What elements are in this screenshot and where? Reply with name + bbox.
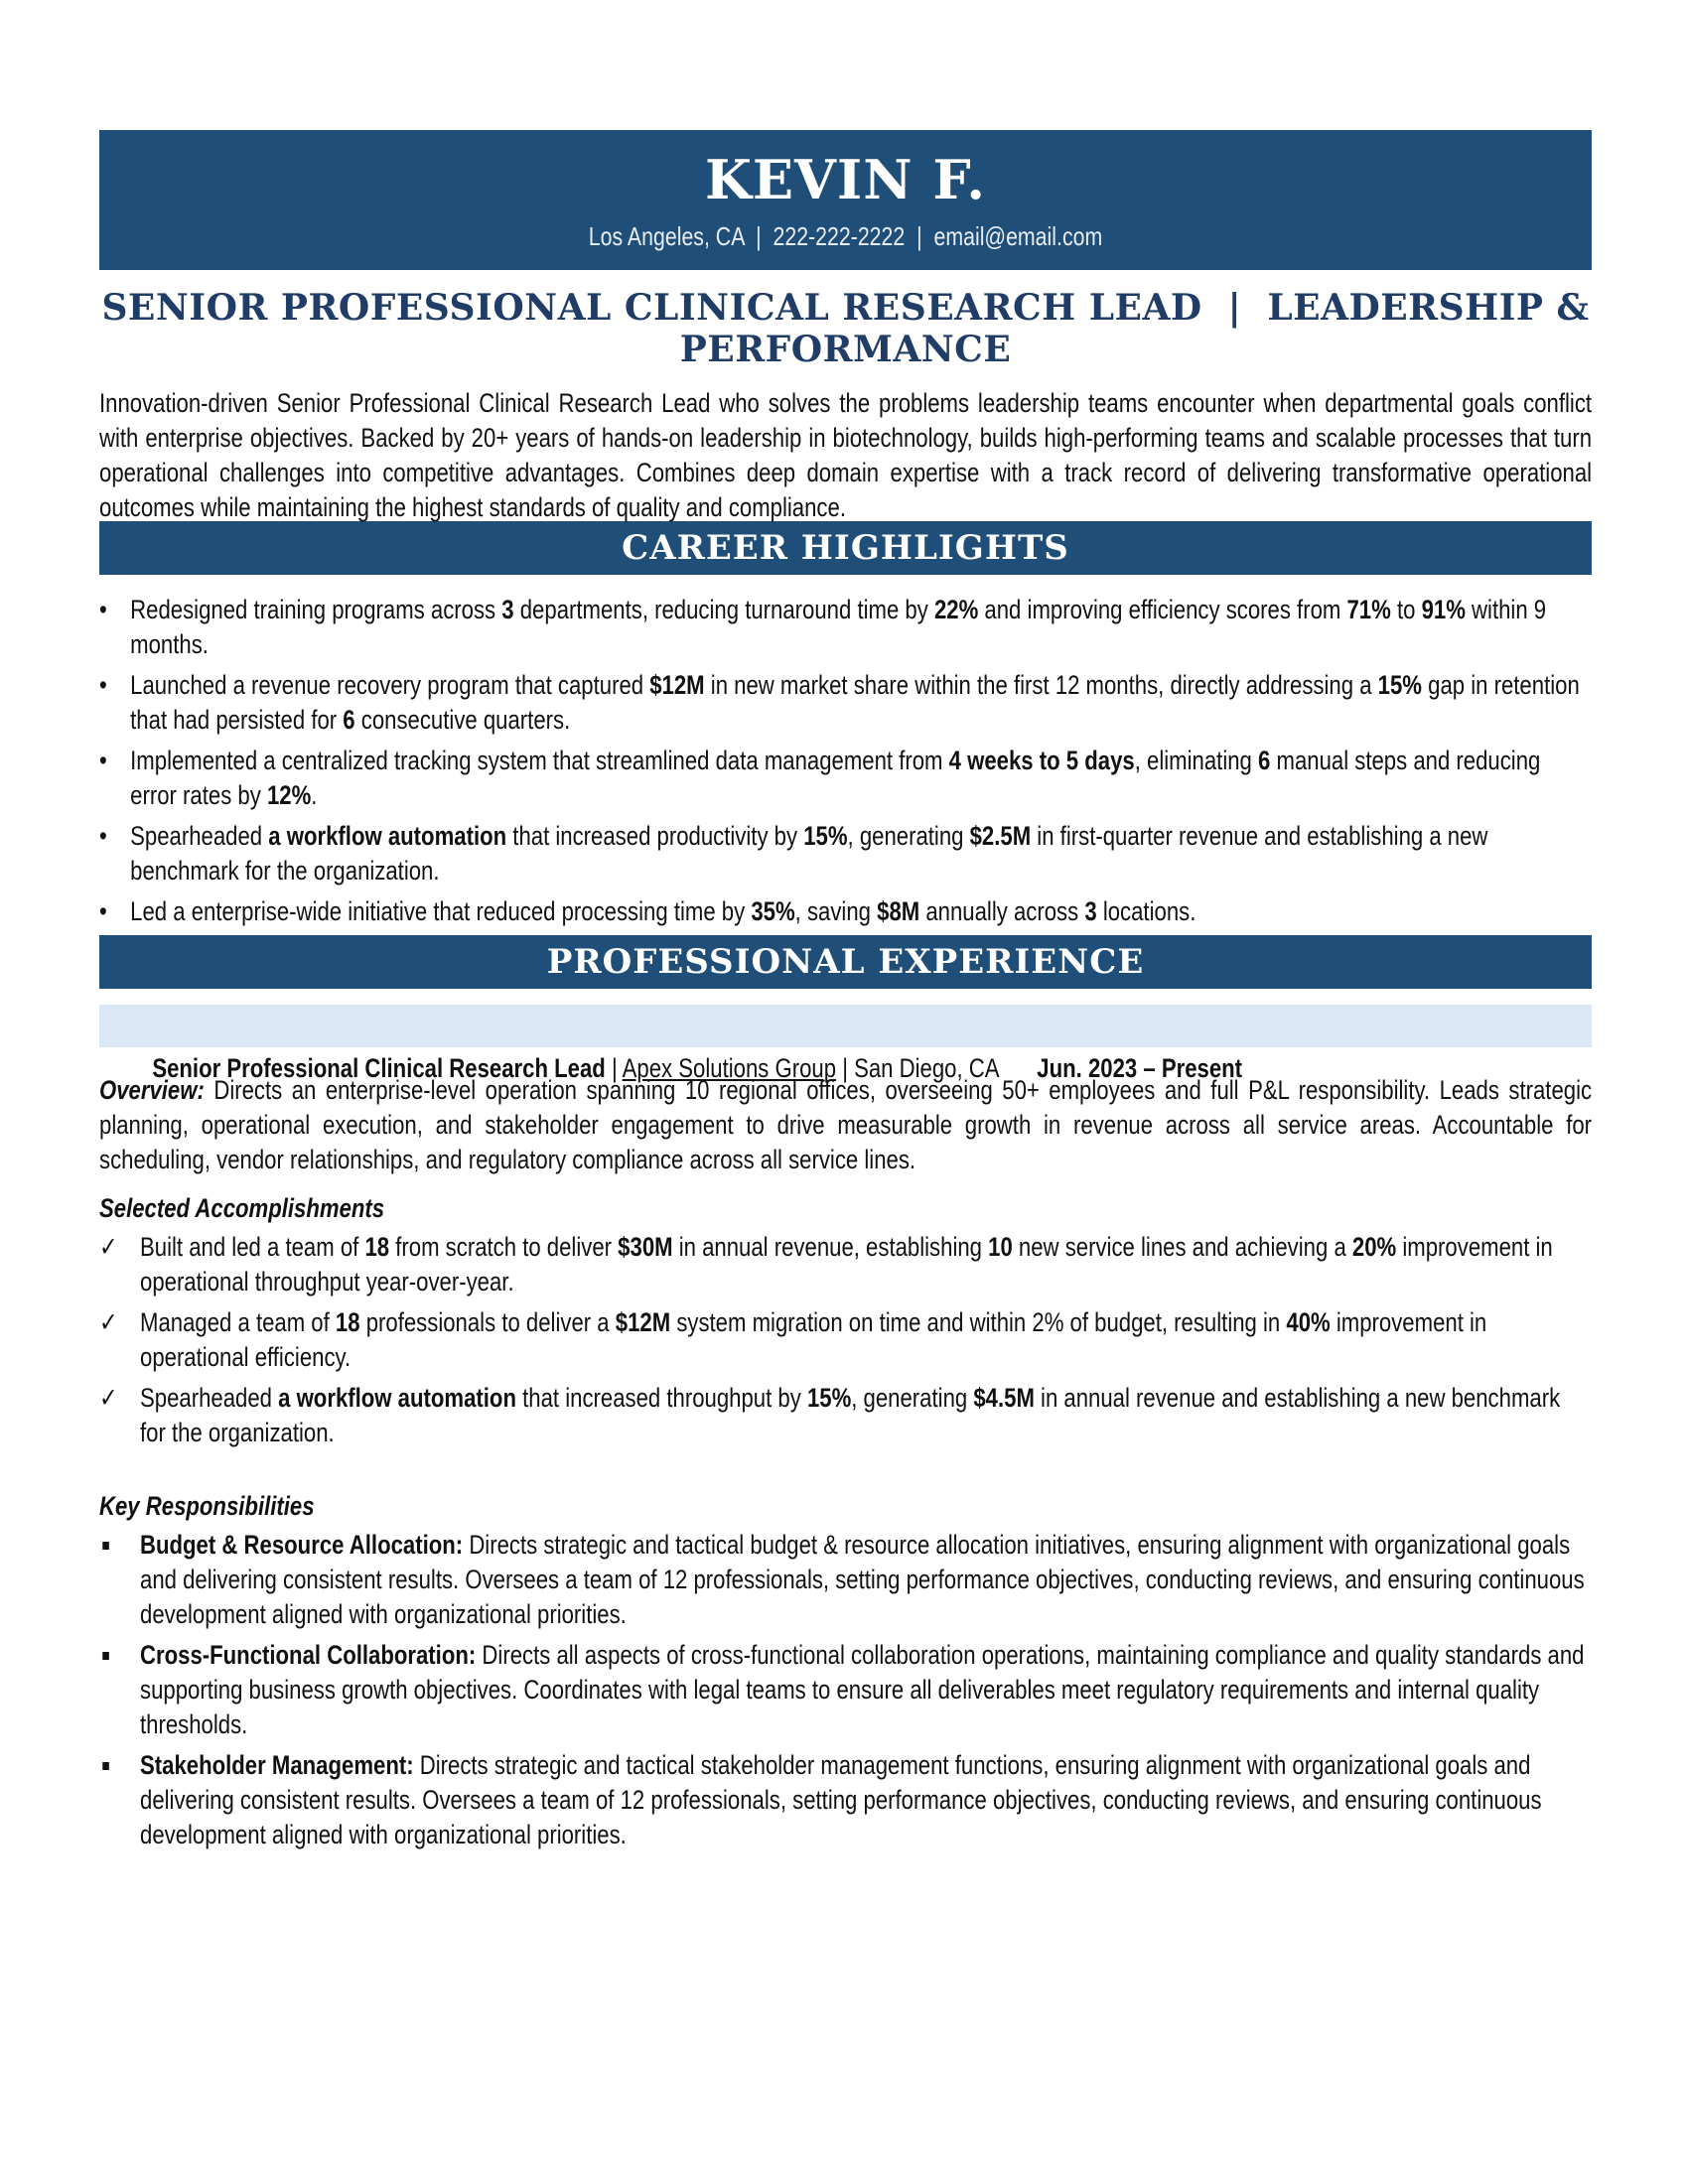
item-text: in annual revenue and establishing a new benchmark for the organization. — [140, 1383, 1561, 1447]
item-text: Managed a team of — [140, 1307, 336, 1337]
square-bullet-icon — [102, 1652, 109, 1660]
emphasis-text: $4.5M — [973, 1383, 1035, 1413]
overview-text: Directs an enterprise-level operation spanning 10 regional offices, overseeing 50+ employees and full P&L responsibility. Leads strategic planning, operational execution, and stakeholder engagement to drive measurable growth in revenue across all service areas. Accountable for scheduling, vendor relationships, and regulatory compliance across all service lines. — [99, 1075, 1593, 1174]
accomplishment-item — [99, 1230, 1592, 1299]
responsibility-label: Cross-Functional Collaboration: — [140, 1640, 477, 1670]
emphasis-text: 91% — [1421, 595, 1466, 624]
bullet-icon: • — [99, 670, 107, 700]
item-text: from scratch to deliver — [389, 1232, 619, 1262]
emphasis-text: 71% — [1346, 595, 1391, 624]
checkmark-icon: ✓ — [99, 1232, 118, 1262]
job-location: | San Diego, CA — [836, 1053, 1000, 1083]
square-bullet-icon — [102, 1762, 109, 1770]
responsibility-item — [99, 1748, 1592, 1852]
item-text: professionals to deliver a — [359, 1307, 616, 1337]
emphasis-text: 15% — [803, 821, 848, 851]
bullet-icon: • — [99, 896, 107, 926]
header-band — [99, 130, 1592, 270]
job-dates: Jun. 2023 – Present — [1037, 1053, 1243, 1083]
emphasis-text: 35% — [751, 896, 795, 926]
accomplishments-title: Selected Accomplishments — [99, 1193, 385, 1223]
emphasis-text: 15% — [1377, 670, 1422, 700]
responsibility-text: Directs all aspects of cross-functional collaboration operations, maintaining compliance and quality standards and supporting business growth objectives. Coordinates with legal teams to ensure all deliverables meet regulatory requirements and internal quality thresholds. — [140, 1640, 1585, 1739]
emphasis-text: 18 — [364, 1232, 390, 1262]
emphasis-text: $2.5M — [969, 821, 1032, 851]
accomplishments-section — [99, 1191, 1592, 1489]
item-text: in annual revenue, establishing — [672, 1232, 989, 1262]
item-text: , generating — [851, 1383, 974, 1413]
item-text: Built and led a team of — [140, 1232, 365, 1262]
emphasis-text: 3 — [501, 595, 514, 624]
checkmark-icon: ✓ — [99, 1307, 118, 1337]
emphasis-text: $30M — [618, 1232, 673, 1262]
item-text: , eliminating — [1134, 746, 1259, 775]
emphasis-text: 18 — [335, 1307, 360, 1337]
career-highlights-list — [99, 593, 1592, 929]
item-text: in new market share within the first 12 months, directly addressing a — [704, 670, 1378, 700]
accomplishment-item — [99, 1381, 1592, 1450]
bullet-icon: • — [99, 595, 107, 624]
item-text: Spearheaded — [130, 821, 269, 851]
emphasis-text: 6 — [343, 705, 355, 735]
responsibility-text: Directs strategic and tactical budget & resource allocation initiatives, ensuring alignment with organizational goals and delivering consistent results. Oversees a team of 12 professionals, setting performance objectives, conducting reviews, and ensuring continuous development aligned with organizational priorities. — [140, 1530, 1585, 1629]
highlight-item — [99, 593, 1592, 662]
square-bullet-icon — [102, 1542, 109, 1550]
summary-text: Innovation-driven Senior Professional Clinical Research Lead who solves the problems leadership teams encounter when departmental goals conflict with enterprise objectives. Backed by 20+ years of hands-on leadership in biotechnology, builds high-performing teams and scalable processes that turn operational challenges into competitive advantages. Combines deep domain expertise with a track record of delivering transformative operational outcomes while maintaining the highest standards of quality and compliance. — [99, 388, 1593, 522]
item-text: improvement in operational efficiency. — [140, 1307, 1487, 1372]
item-text: annually across — [919, 896, 1085, 926]
emphasis-text: 12% — [266, 780, 312, 810]
item-text: . — [311, 780, 318, 810]
job-title-bar — [99, 1005, 1592, 1083]
responsibilities-list — [99, 1528, 1592, 1852]
emphasis-text: $8M — [877, 896, 920, 926]
item-text: Spearheaded — [140, 1383, 279, 1413]
item-text: new service lines and achieving a — [1012, 1232, 1352, 1262]
item-text: consecutive quarters. — [354, 705, 571, 735]
responsibility-text: Directs strategic and tactical stakeholder management functions, ensuring alignment with organizational goals and delivering consistent results. Oversees a team of 12 professionals, setting performance objectives, conducting reviews, and ensuring continuous development aligned with organizational priorities. — [140, 1750, 1542, 1849]
emphasis-text: $12M — [649, 670, 705, 700]
emphasis-text: 4 weeks to 5 days — [948, 746, 1135, 775]
job-overview — [99, 1073, 1592, 1177]
emphasis-text: 3 — [1084, 896, 1097, 926]
candidate-name: KEVIN F. — [704, 148, 987, 211]
item-text: system migration on time and within 2% of budget, resulting in — [670, 1307, 1287, 1337]
item-text: in first-quarter revenue and establishing a new benchmark for the organization. — [130, 821, 1488, 886]
checkmark-icon: ✓ — [99, 1383, 118, 1413]
company-link[interactable]: Apex Solutions Group — [622, 1053, 837, 1083]
resume-page — [99, 130, 1592, 1858]
item-text: to — [1390, 595, 1422, 624]
bullet-icon: • — [99, 821, 107, 851]
headline — [99, 287, 1592, 370]
emphasis-text: 22% — [933, 595, 979, 624]
item-text: departments, reducing turnaround time by — [513, 595, 934, 624]
emphasis-text: a workflow automation — [278, 1383, 516, 1413]
emphasis-text: 10 — [988, 1232, 1013, 1262]
highlight-item — [99, 744, 1592, 813]
emphasis-text: a workflow automation — [268, 821, 507, 851]
item-text: Launched a revenue recovery program that captured — [130, 670, 650, 700]
responsibility-item — [99, 1528, 1592, 1632]
summary-section — [99, 386, 1592, 525]
emphasis-text: $12M — [615, 1307, 671, 1337]
highlight-item — [99, 668, 1592, 738]
item-text: gap in retention that had persisted for — [130, 670, 1580, 735]
emphasis-text: 6 — [1258, 746, 1271, 775]
item-text: and improving efficiency scores from — [978, 595, 1347, 624]
career-highlights-section — [99, 593, 1592, 935]
emphasis-text: 40% — [1286, 1307, 1331, 1337]
job-separator: | — [605, 1053, 623, 1083]
emphasis-text: 15% — [806, 1383, 852, 1413]
item-text: within 9 months. — [130, 595, 1547, 659]
highlight-item — [99, 894, 1592, 929]
accomplishments-list — [99, 1230, 1592, 1450]
highlight-item — [99, 819, 1592, 888]
headline-line-2: PERFORMANCE — [679, 329, 1012, 370]
headline-line-1: SENIOR PROFESSIONAL CLINICAL RESEARCH LEAD | LEADERSHIP & — [101, 287, 1590, 329]
professional-experience-header: PROFESSIONAL EXPERIENCE — [99, 935, 1592, 989]
contact-text: Los Angeles, CA | 222-222-2222 | email@email.com — [588, 221, 1103, 251]
responsibility-label: Stakeholder Management: — [140, 1750, 414, 1780]
item-text: locations. — [1096, 896, 1196, 926]
item-text: manual steps and reducing error rates by — [130, 746, 1541, 810]
contact-line — [99, 221, 1592, 252]
responsibilities-section — [99, 1489, 1592, 1852]
item-text: that increased productivity by — [506, 821, 804, 851]
career-highlights-header: CAREER HIGHLIGHTS — [99, 521, 1592, 575]
accomplishment-item — [99, 1305, 1592, 1375]
item-text: , saving — [794, 896, 878, 926]
responsibilities-title: Key Responsibilities — [99, 1491, 315, 1521]
job-role: Senior Professional Clinical Research Lead — [152, 1053, 606, 1083]
responsibility-label: Budget & Resource Allocation: — [140, 1530, 464, 1560]
item-text: , generating — [847, 821, 970, 851]
item-text: improvement in operational throughput year-over-year. — [140, 1232, 1553, 1297]
item-text: Redesigned training programs across — [130, 595, 502, 624]
item-text: that increased throughput by — [515, 1383, 807, 1413]
item-text: Led a enterprise-wide initiative that reduced processing time by — [130, 896, 752, 926]
responsibility-item — [99, 1638, 1592, 1742]
bullet-icon: • — [99, 746, 107, 775]
emphasis-text: 20% — [1351, 1232, 1397, 1262]
overview-label: Overview: — [99, 1075, 205, 1105]
item-text: Implemented a centralized tracking system that streamlined data management from — [130, 746, 949, 775]
